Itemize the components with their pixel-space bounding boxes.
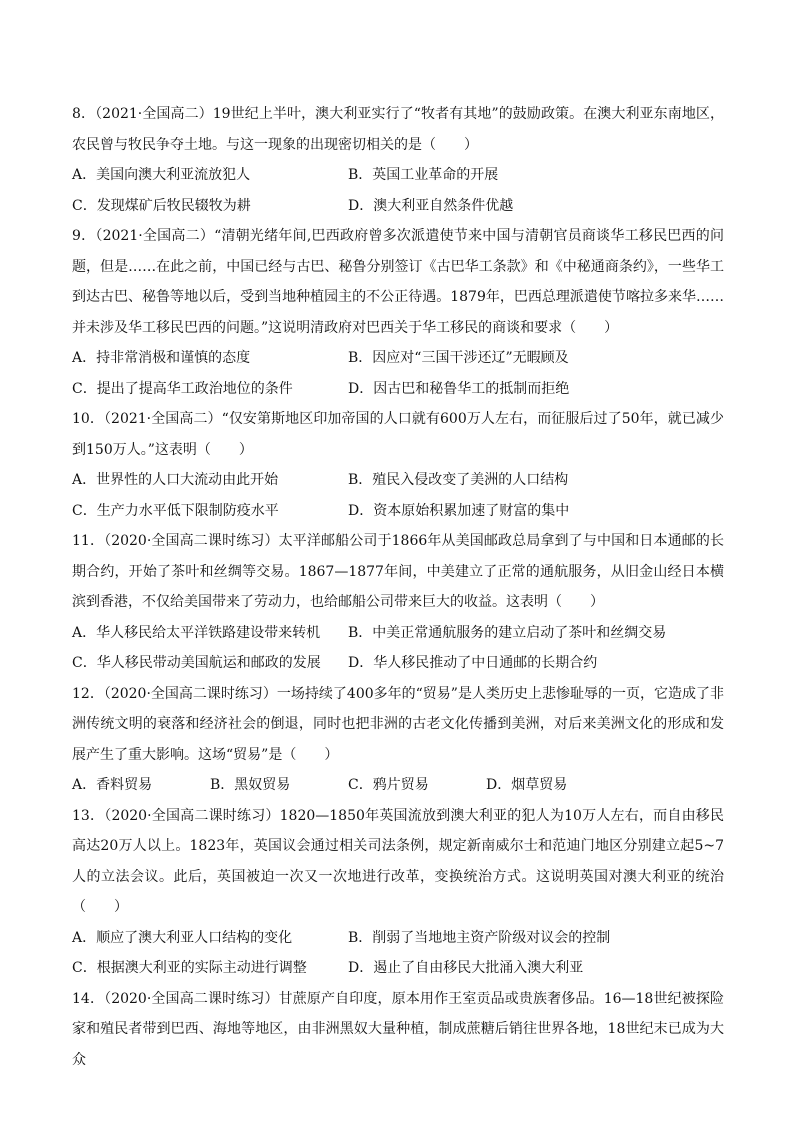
option-d: D．澳大利亚自然条件优越 — [348, 197, 514, 214]
option-c: C．提出了提高华工政治地位的条件 — [72, 380, 293, 397]
option-list — [72, 770, 724, 801]
option-b: B．英国工业革命的开展 — [348, 167, 499, 183]
option-list — [72, 343, 724, 404]
option-c: C．华人移民带动美国航运和邮政的发展 — [72, 655, 321, 671]
option-list — [72, 465, 724, 526]
option-a: A．世界性的人口大流动由此开始 — [72, 472, 279, 488]
option-b: B．黑奴贸易 — [210, 777, 291, 793]
question-8 — [72, 99, 724, 221]
option-b: B．削弱了当地地主资产阶级对议会的控制 — [348, 929, 611, 946]
option-a: A．香料贸易 — [72, 777, 153, 793]
option-b: B．因应对“三国干涉还辽”无暇顾及 — [348, 350, 569, 366]
question-stem: 12．（2020·全国高二课时练习）一场持续了400多年的“贸易”是人类历史上悲惨耻辱的一页，它造成了非洲传统文明的衰落和经济社会的倒退，同时也把非洲的古老文化传播到美洲，对后来美洲文化的形成和发展产生了重大影响。这场“贸易”是（ ） — [72, 685, 724, 763]
option-list — [72, 160, 724, 221]
option-c: C．根据澳大利亚的实际主动进行调整 — [72, 960, 307, 976]
question-list — [72, 99, 724, 1075]
option-b: B．殖民入侵改变了美洲的人口结构 — [348, 472, 569, 488]
option-list — [72, 618, 724, 679]
option-d: D．烟草贸易 — [486, 777, 568, 793]
option-a: A．顺应了澳大利亚人口结构的变化 — [72, 929, 293, 946]
question-9 — [72, 221, 724, 404]
option-list — [72, 923, 724, 984]
question-stem: 11．（2020·全国高二课时练习）太平洋邮船公司于1866年从美国邮政总局拿到了与中国和日本通邮的长期合约，开始了茶叶和丝绸等交易。1867—1877年间，中美建立了正常的通航服务，从旧金山经日本横滨到香港，不仅给美国带来了劳动力，也给邮船公司带来巨大的收益。这表明（ ） — [72, 533, 724, 610]
option-d: D．遏止了自由移民大批涌入澳大利亚 — [348, 960, 584, 976]
option-d: D．资本原始积累加速了财富的集中 — [348, 502, 570, 519]
option-b: B．中美正常通航服务的建立启动了茶叶和丝绸交易 — [348, 624, 667, 641]
question-stem: 8．（2021·全国高二）19世纪上半叶，澳大利亚实行了“牧者有其地”的鼓励政策。在澳大利亚东南地区，农民曾与牧民争夺土地。与这一现象的出现密切相关的是（ ） — [72, 106, 724, 153]
option-a: A．持非常消极和谨慎的态度 — [72, 350, 251, 366]
option-a: A．美国向澳大利亚流放犯人 — [72, 167, 251, 183]
question-13 — [72, 801, 724, 984]
question-12 — [72, 679, 724, 801]
question-stem: 14．（2020·全国高二课时练习）甘蔗原产自印度，原本用作王室贡品或贵族奢侈品。16—18世纪被探险家和殖民者带到巴西、海地等地区，由非洲黑奴大量种植，制成蔗糖后销往世界各地，18世纪末已成为大众 — [72, 990, 724, 1068]
question-11 — [72, 526, 724, 679]
question-stem: 13．（2020·全国高二课时练习）1820—1850年英国流放到澳大利亚的犯人为10万人左右，而自由移民高达20万人以上。1823年，英国议会通过相关司法条例，规定新南威尔士和范迪门地区分别建立起5~7人的立法会议。此后，英国被迫一次又一次地进行改革，变换统治方式。这说明英国对澳大利亚的统治（ ） — [72, 807, 724, 915]
option-c: C．鸦片贸易 — [348, 777, 429, 793]
option-c: C．生产力水平低下限制防疫水平 — [72, 502, 279, 519]
question-stem: 9．（2021·全国高二）“清朝光绪年间,巴西政府曾多次派遣使节来中国与清朝官员商谈华工移民巴西的问题，但是……在此之前，中国已经与古巴、秘鲁分别签订《古巴华工条款》和《中秘通商条约》，一些华工到达古巴、秘鲁等地以后，受到当地种植园主的不公正待遇。1879年，巴西总理派遣使节喀拉多来华……并未涉及华工移民巴西的问题。”这说明清政府对巴西关于华工移民的商谈和要求（ ） — [72, 228, 724, 336]
option-d: D．因古巴和秘鲁华工的抵制而拒绝 — [348, 380, 570, 397]
option-a: A．华人移民给太平洋铁路建设带来转机 — [72, 624, 321, 641]
option-c: C．发现煤矿后牧民辍牧为耕 — [72, 197, 251, 214]
question-stem: 10．（2021·全国高二）“仅安第斯地区印加帝国的人口就有600万人左右，而征服后过了50年，就已减少到150万人。”这表明（ ） — [72, 411, 724, 458]
option-d: D．华人移民推动了中日通邮的长期合约 — [348, 655, 598, 671]
question-10 — [72, 404, 724, 526]
question-14 — [72, 984, 724, 1076]
